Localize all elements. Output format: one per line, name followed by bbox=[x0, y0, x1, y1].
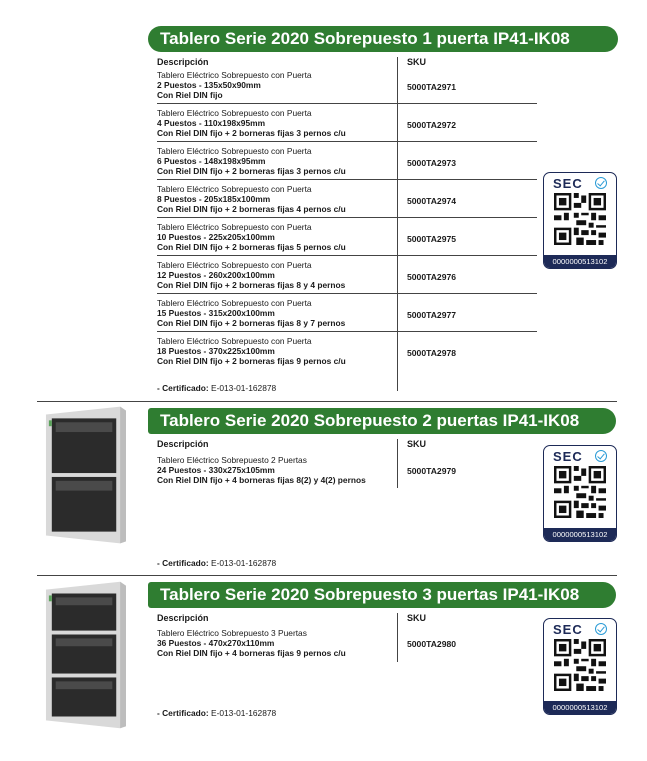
product-image-2-doors bbox=[44, 405, 126, 545]
row-sku: 5000TA2975 bbox=[407, 234, 457, 244]
sec-code: 0000000513102 bbox=[544, 255, 616, 268]
certificate-label: - Certificado: bbox=[157, 383, 209, 393]
row-type: Tablero Eléctrico Sobrepuesto con Puerta bbox=[157, 260, 312, 270]
table-row bbox=[157, 628, 457, 661]
sec-badge bbox=[543, 618, 617, 715]
row-type: Tablero Eléctrico Sobrepuesto con Puerta bbox=[157, 184, 312, 194]
product-image-3-doors bbox=[44, 580, 126, 730]
section-3-desc-header: Descripción bbox=[157, 613, 209, 623]
table-row bbox=[157, 184, 537, 218]
certificate-value: E-013-01-162878 bbox=[210, 383, 277, 393]
section-1-desc-header: Descripción bbox=[157, 57, 209, 67]
table-row bbox=[157, 70, 537, 104]
certificate-value: E-013-01-162878 bbox=[210, 708, 277, 718]
row-type: Tablero Eléctrico Sobrepuesto con Puerta bbox=[157, 108, 312, 118]
table-row bbox=[157, 146, 537, 180]
row-sku: 5000TA2974 bbox=[407, 196, 457, 206]
row-sku: 5000TA2978 bbox=[407, 348, 457, 358]
row-sku: 5000TA2976 bbox=[407, 272, 457, 282]
row-detail: Con Riel DIN fijo + 2 borneras fijas 4 pernos c/u bbox=[157, 204, 346, 214]
sec-code: 0000000513102 bbox=[544, 701, 616, 714]
table-row bbox=[157, 336, 537, 369]
row-size: 12 Puestos - 260x200x100mm bbox=[157, 270, 275, 280]
row-sku: 5000TA2979 bbox=[407, 466, 457, 476]
sec-badge bbox=[543, 445, 617, 542]
row-size: 24 Puestos - 330x275x105mm bbox=[157, 465, 275, 475]
row-type: Tablero Eléctrico Sobrepuesto con Puerta bbox=[157, 222, 312, 232]
certificate-line bbox=[157, 383, 276, 393]
row-detail: Con Riel DIN fijo + 2 borneras fijas 3 pernos c/u bbox=[157, 166, 346, 176]
row-type: Tablero Eléctrico Sobrepuesto 2 Puertas bbox=[157, 455, 307, 465]
row-detail: Con Riel DIN fijo + 2 borneras fijas 9 pernos c/u bbox=[157, 356, 346, 366]
row-detail: Con Riel DIN fijo + 4 borneras fijas 8(2) y 4(2) pernos bbox=[157, 475, 366, 485]
section-3-title: Tablero Serie 2020 Sobrepuesto 3 puertas IP41-IK08 bbox=[148, 582, 616, 608]
table-row bbox=[157, 455, 457, 488]
row-type: Tablero Eléctrico Sobrepuesto con Puerta bbox=[157, 298, 312, 308]
row-sku: 5000TA2971 bbox=[407, 82, 457, 92]
verified-check-icon bbox=[595, 450, 607, 462]
row-size: 15 Puestos - 315x200x100mm bbox=[157, 308, 275, 318]
section-divider bbox=[37, 575, 617, 576]
section-1-sku-header: SKU bbox=[407, 57, 427, 67]
section-2-title: Tablero Serie 2020 Sobrepuesto 2 puertas IP41-IK08 bbox=[148, 408, 616, 434]
row-size: 36 Puestos - 470x270x110mm bbox=[157, 638, 275, 648]
qr-code-icon bbox=[554, 466, 606, 518]
section-2-desc-header: Descripción bbox=[157, 439, 209, 449]
section-2-sku-header: SKU bbox=[407, 439, 427, 449]
sec-logo: SEC bbox=[553, 176, 583, 191]
table-row bbox=[157, 108, 537, 142]
qr-code-icon bbox=[554, 639, 606, 691]
row-size: 2 Puestos - 135x50x90mm bbox=[157, 80, 261, 90]
row-detail: Con Riel DIN fijo + 2 borneras fijas 3 pernos c/u bbox=[157, 128, 346, 138]
sec-logo: SEC bbox=[553, 449, 583, 464]
row-size: 8 Puestos - 205x185x100mm bbox=[157, 194, 271, 204]
section-1-title: Tablero Serie 2020 Sobrepuesto 1 puerta IP41-IK08 bbox=[148, 26, 618, 52]
row-detail: Con Riel DIN fijo + 2 borneras fijas 8 y 7 pernos bbox=[157, 318, 346, 328]
verified-check-icon bbox=[595, 623, 607, 635]
certificate-label: - Certificado: bbox=[157, 558, 209, 568]
row-size: 6 Puestos - 148x198x95mm bbox=[157, 156, 266, 166]
verified-check-icon bbox=[595, 177, 607, 189]
row-type: Tablero Eléctrico Sobrepuesto con Puerta bbox=[157, 146, 312, 156]
certificate-line bbox=[157, 558, 276, 568]
row-detail: Con Riel DIN fijo + 4 borneras fijas 9 pernos c/u bbox=[157, 648, 346, 658]
row-sku: 5000TA2973 bbox=[407, 158, 457, 168]
qr-code-icon bbox=[554, 193, 606, 245]
row-detail: Con Riel DIN fijo bbox=[157, 90, 223, 100]
table-row bbox=[157, 260, 537, 294]
row-sku: 5000TA2980 bbox=[407, 639, 457, 649]
sec-code: 0000000513102 bbox=[544, 528, 616, 541]
sec-badge bbox=[543, 172, 617, 269]
certificate-value: E-013-01-162878 bbox=[210, 558, 277, 568]
certificate-line bbox=[157, 708, 276, 718]
section-2-column-divider bbox=[397, 439, 398, 488]
row-detail: Con Riel DIN fijo + 2 borneras fijas 5 pernos c/u bbox=[157, 242, 346, 252]
row-type: Tablero Eléctrico Sobrepuesto con Puerta bbox=[157, 70, 312, 80]
row-type: Tablero Eléctrico Sobrepuesto 3 Puertas bbox=[157, 628, 307, 638]
row-sku: 5000TA2972 bbox=[407, 120, 457, 130]
row-sku: 5000TA2977 bbox=[407, 310, 457, 320]
certificate-label: - Certificado: bbox=[157, 708, 209, 718]
table-row bbox=[157, 298, 537, 332]
sec-logo: SEC bbox=[553, 622, 583, 637]
section-3-sku-header: SKU bbox=[407, 613, 427, 623]
row-type: Tablero Eléctrico Sobrepuesto con Puerta bbox=[157, 336, 312, 346]
row-size: 4 Puestos - 110x198x95mm bbox=[157, 118, 266, 128]
row-size: 18 Puestos - 370x225x100mm bbox=[157, 346, 275, 356]
row-size: 10 Puestos - 225x205x100mm bbox=[157, 232, 275, 242]
section-3-column-divider bbox=[397, 613, 398, 662]
row-detail: Con Riel DIN fijo + 2 borneras fijas 8 y 4 pernos bbox=[157, 280, 346, 290]
section-divider bbox=[37, 401, 617, 402]
table-row bbox=[157, 222, 537, 256]
